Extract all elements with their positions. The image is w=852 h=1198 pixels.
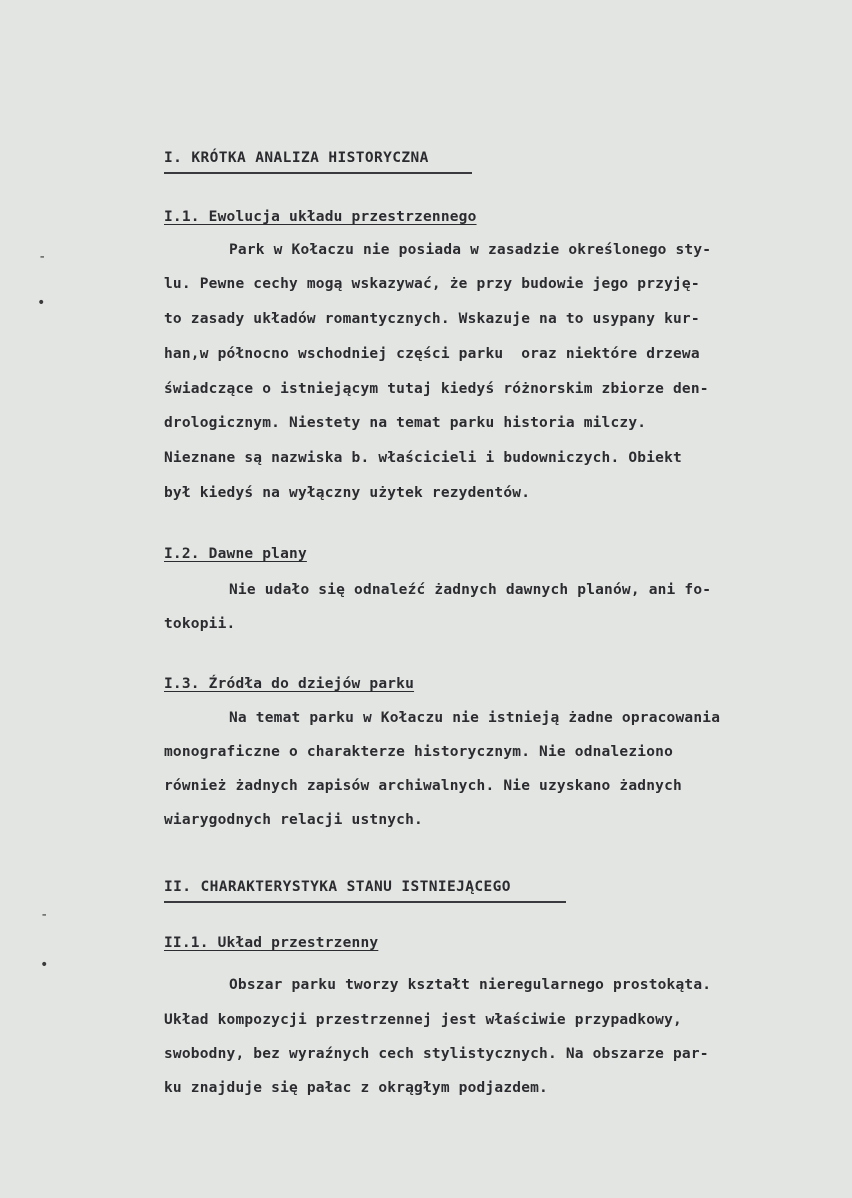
text-line: to zasady układów romantycznych. Wskazuje na to usypany kur-: [164, 311, 700, 327]
text-line: Na temat parku w Kołaczu nie istnieją żadne opracowania: [229, 710, 721, 726]
text-line: Układ kompozycji przestrzennej jest właściwie przypadkowy,: [164, 1012, 682, 1028]
subsection-heading: I.3. Źródła do dziejów parku: [164, 676, 415, 692]
heading-rule: [164, 901, 566, 903]
heading-rule: [164, 172, 472, 174]
text-line: han,w północno wschodniej części parku oraz niektóre drzewa: [164, 346, 700, 362]
margin-mark: •: [40, 957, 49, 973]
text-line: lu. Pewne cechy mogą wskazywać, że przy budowie jego przyję-: [164, 276, 700, 292]
text-line: Nie udało się odnaleźć żadnych dawnych planów, ani fo-: [229, 582, 712, 598]
section-heading: I. KRÓTKA ANALIZA HISTORYCZNA: [164, 150, 429, 166]
text-line: tokopii.: [164, 616, 236, 632]
text-line: monograficzne o charakterze historycznym. Nie odnaleziono: [164, 744, 673, 760]
margin-mark: •: [37, 295, 46, 311]
subsection-heading: I.2. Dawne plany: [164, 546, 307, 562]
margin-mark: -: [40, 907, 49, 923]
subsection-heading: I.1. Ewolucja układu przestrzennego: [164, 209, 477, 225]
text-line: ku znajduje się pałac z okrągłym podjazdem.: [164, 1080, 548, 1096]
text-line: Obszar parku tworzy kształt nieregularnego prostokąta.: [229, 977, 712, 993]
section-heading: II. CHARAKTERYSTYKA STANU ISTNIEJĄCEGO: [164, 879, 511, 895]
text-line: Park w Kołaczu nie posiada w zasadzie określonego sty-: [229, 242, 712, 258]
text-line: Nieznane są nazwiska b. właścicieli i budowniczych. Obiekt: [164, 450, 682, 466]
margin-mark: -: [38, 249, 47, 265]
text-line: wiarygodnych relacji ustnych.: [164, 812, 423, 828]
text-line: był kiedyś na wyłączny użytek rezydentów.: [164, 485, 531, 501]
text-line: drologicznym. Niestety na temat parku historia milczy.: [164, 415, 647, 431]
text-line: również żadnych zapisów archiwalnych. Nie uzyskano żadnych: [164, 778, 682, 794]
subsection-heading: II.1. Układ przestrzenny: [164, 935, 379, 951]
text-line: świadczące o istniejącym tutaj kiedyś różnorskim zbiorze den-: [164, 381, 709, 397]
text-line: swobodny, bez wyraźnych cech stylistycznych. Na obszarze par-: [164, 1046, 709, 1062]
